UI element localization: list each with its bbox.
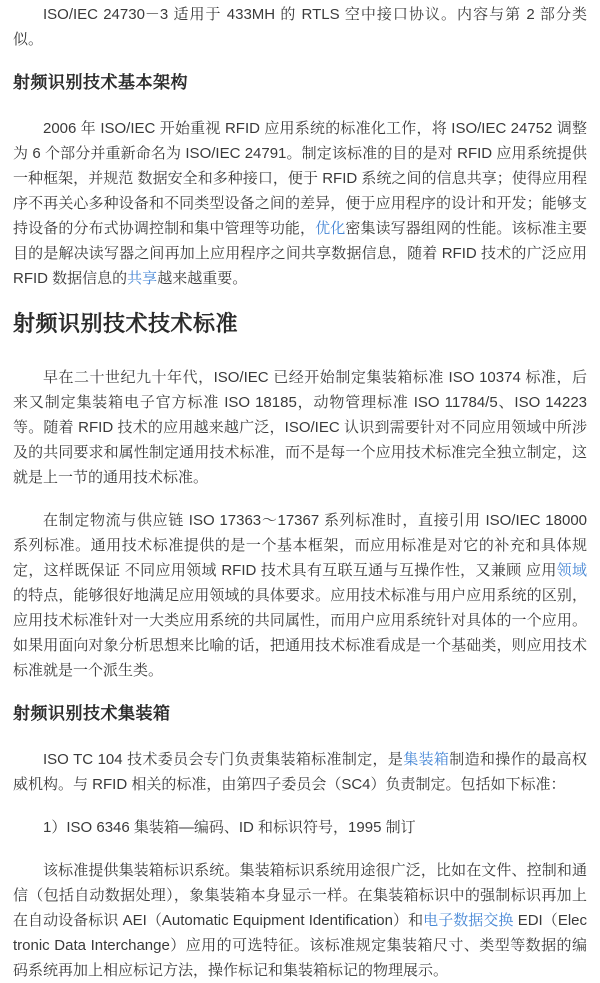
subsection-title: 射频识别技术集装箱 — [13, 704, 171, 723]
text-run: EDI（Electronic Data Interchange）应用的可选特征。该标准规定集装箱尺寸、类型等数据的编码系统再加上相应标记方法，操作标记和集装箱标记的物理展示。 — [13, 912, 588, 979]
text-run: 越来越重要。 — [157, 270, 248, 287]
text-run: 2006 年 ISO/IEC 开始重视 RFID 应用系统的标准化工作，将 ISO/IEC 24752 调整为 6 个部分并重新命名为 ISO/IEC 24791。制定该标准的目的是对 RFID 应用系统提供一种框架，并规范 数据安全和多种接口，便于 RFID 系统之间的信息共享；使得应用程序不再关心多种设备和不同类型设备之间的差异，便于应用程序的设计和开发；能够支持设备的分布式协调控制和集中管理等功能， — [13, 120, 587, 237]
subsection-title: 射频识别技术基本架构 — [13, 73, 188, 92]
paragraph — [13, 116, 587, 291]
paragraph — [13, 747, 587, 797]
inline-link[interactable]: 电子数据交换 — [423, 912, 514, 929]
text-run: 1）ISO 6346 集装箱—编码、ID 和标识符号，1995 制订 — [43, 819, 416, 836]
inline-link[interactable]: 集装箱 — [403, 751, 450, 768]
text-run: 制造和操作的最高权威机构。与 RFID 相关的标准，由第四子委员会（SC4）负责制定。包括如下标准： — [13, 751, 587, 793]
inline-link[interactable]: 领域 — [556, 562, 587, 579]
paragraph — [13, 365, 587, 490]
text-run: ISO TC 104 技术委员会专门负责集装箱标准制定，是 — [43, 751, 404, 768]
inline-link[interactable]: 共享 — [127, 270, 158, 287]
paragraph — [13, 815, 587, 840]
paragraph — [13, 508, 587, 683]
text-run: ISO/IEC 24730－3 适用于 433MH 的 RTLS 空中接口协议。内容与第 2 部分类似。 — [13, 6, 587, 48]
text-run: 早在二十世纪九十年代，ISO/IEC 已经开始制定集装箱标准 ISO 10374 标准，后来又制定集装箱电子官方标准 ISO 18185，动物管理标准 ISO 11784/5、ISO 14223 等。随着 RFID 技术的应用越来越广泛，ISO/IEC 认识到需要针对不同应用领域中所涉及的共同要求和属性制定通用技术标准，而不是每一个应用技术标准完全独立制定，这就是上一节的通用技术标准。 — [13, 369, 587, 486]
inline-link[interactable]: 优化 — [315, 220, 346, 237]
text-run: 的特点，能够很好地满足应用领域的具体要求。应用技术标准与用户应用系统的区别，应用技术标准针对一大类应用系统的共同属性，而用户应用系统针对具体的一个应用。如果用面向对象分析思想来比喻的话，把通用技术标准看成是一个基础类，则应用技术标准就是一个派生类。 — [13, 587, 587, 679]
text-run: 在制定物流与供应链 ISO 17363～17367 系列标准时，直接引用 ISO/IEC 18000 系列标准。通用技术标准提供的是一个基本框架，而应用标准是对它的补充和具体规定，这样既保证 不同应用领域 RFID 技术具有互联互通与互操作性，又兼顾 应用 — [13, 512, 587, 579]
paragraph — [13, 2, 587, 52]
text-run: 密集读写器组网的性能。该标准主要目的是解决读写器之间再加上应用程序之间共享数据信息，随着 RFID 技术的广泛应用 RFID 数据信息的 — [13, 220, 587, 287]
text-run: 该标准提供集装箱标识系统。集装箱标识系统用途很广泛，比如在文件、控制和通信（包括自动数据处理），象集装箱本身显示一样。在集装箱标识中的强制标识再加上在自动设备标识 AEI（Automatic Equipment Identification）和 — [13, 862, 587, 929]
section-title: 射频识别技术技术标准 — [13, 311, 239, 336]
